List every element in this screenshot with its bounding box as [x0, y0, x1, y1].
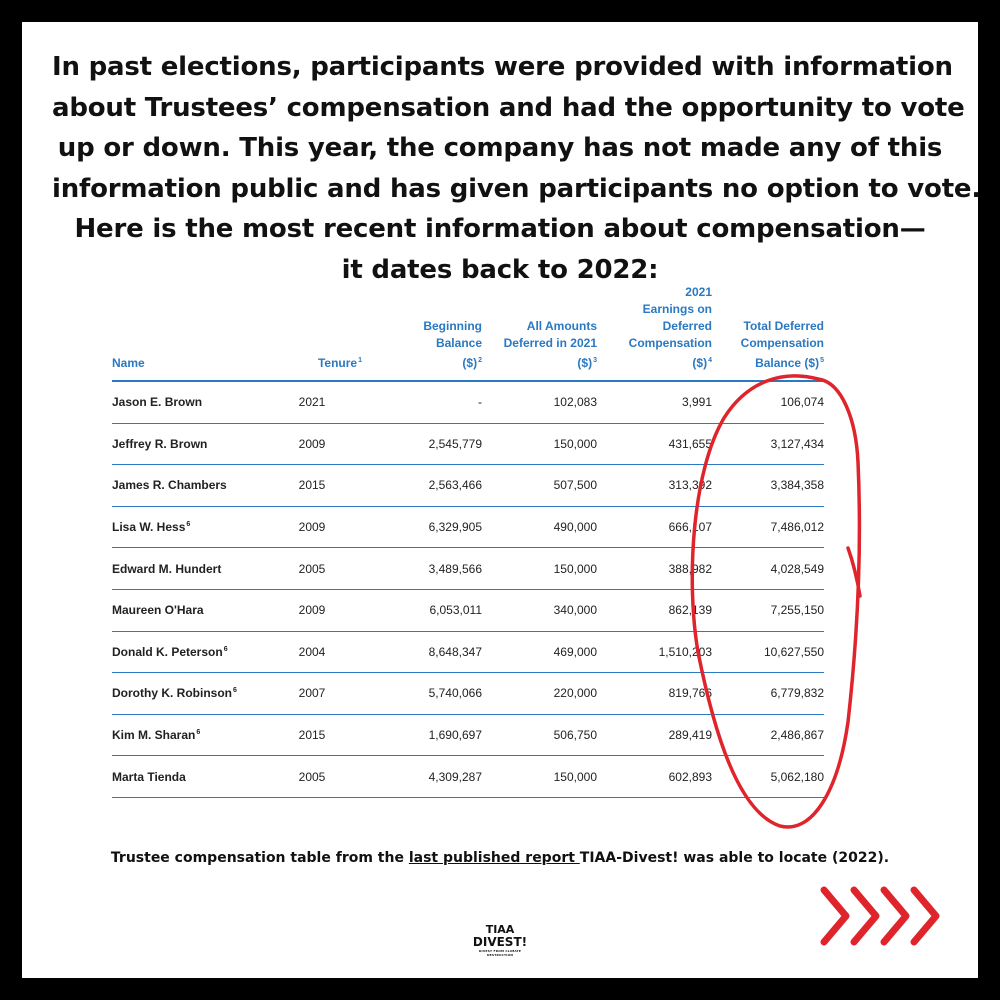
table-row — [112, 673, 824, 715]
amounts-deferred-cell: 340,000 — [482, 589, 597, 631]
earnings-cell: 1,510,203 — [597, 631, 712, 673]
earnings-cell: 3,991 — [597, 381, 712, 423]
total-balance-cell: 6,779,832 — [712, 673, 824, 715]
footnote-marker: 6 — [196, 729, 201, 737]
beginning-balance-cell: 4,309,287 — [362, 756, 482, 798]
trustee-name: James R. Chambers — [112, 465, 262, 507]
headline-line: Here is the most recent information about compensation— — [74, 214, 926, 244]
header-earnings: 2021 Earnings on Deferred Compensation ($)$^4$ — [597, 284, 712, 381]
total-balance-cell: 3,127,434 — [712, 423, 824, 465]
earnings-cell: 431,655 — [597, 423, 712, 465]
earnings-cell: 666,107 — [597, 506, 712, 548]
table-header-row — [112, 284, 824, 381]
trustee-name: Maureen O'Hara — [112, 589, 262, 631]
next-arrows-icon[interactable] — [818, 884, 946, 948]
logo-tagline: DIVEST FROM CLIMATE DESTRUCTION — [478, 949, 522, 957]
table-row — [112, 548, 824, 590]
footnote-marker: 6 — [233, 687, 237, 695]
tenure-cell: 2005 — [262, 756, 362, 798]
beginning-balance-cell: 2,563,466 — [362, 465, 482, 507]
chevron-right-icon — [914, 890, 936, 942]
beginning-balance-cell: - — [362, 381, 482, 423]
header-total-balance: Total Deferred Compensation Balance ($)$^5$ — [712, 284, 824, 381]
chevron-right-icon — [854, 890, 876, 942]
tenure-cell: 2009 — [262, 506, 362, 548]
amounts-deferred-cell: 507,500 — [482, 465, 597, 507]
footnote-marker: 6 — [186, 521, 191, 529]
total-balance-cell: 5,062,180 — [712, 756, 824, 798]
total-balance-cell: 2,486,867 — [712, 714, 824, 756]
tenure-cell: 2015 — [262, 714, 362, 756]
tenure-cell: 2021 — [262, 381, 362, 423]
tenure-cell: 2009 — [262, 423, 362, 465]
trustee-name: Jeffrey R. Brown — [112, 423, 262, 465]
headline — [52, 47, 982, 290]
earnings-cell: 313,392 — [597, 465, 712, 507]
beginning-balance-cell: 6,053,011 — [362, 589, 482, 631]
beginning-balance-cell: 2,545,779 — [362, 423, 482, 465]
header-name: Name — [112, 284, 262, 381]
footnote-marker: 6 — [223, 645, 228, 653]
amounts-deferred-cell: 220,000 — [482, 673, 597, 715]
trustee-name: Lisa W. Hess$^6$ — [112, 506, 262, 548]
header-tenure: Tenure$^1$ — [262, 284, 362, 381]
caption-prefix: Trustee compensation table from the — [110, 850, 409, 866]
table-row — [112, 631, 824, 673]
beginning-balance-cell: 3,489,566 — [362, 548, 482, 590]
compensation-table — [112, 284, 824, 798]
total-balance-cell: 7,255,150 — [712, 589, 824, 631]
last-report-link[interactable]: last published report — [408, 850, 580, 866]
table-row — [112, 381, 824, 423]
amounts-deferred-cell: 506,750 — [482, 714, 597, 756]
earnings-cell: 388,982 — [597, 548, 712, 590]
amounts-deferred-cell: 102,083 — [482, 381, 597, 423]
table-row — [112, 423, 824, 465]
total-balance-cell: 3,384,358 — [712, 465, 824, 507]
tiaa-divest-logo — [466, 924, 534, 957]
caption-suffix: TIAA-Divest! was able to locate (2022). — [579, 850, 890, 866]
total-balance-cell: 7,486,012 — [712, 506, 824, 548]
table-row — [112, 714, 824, 756]
tenure-cell: 2007 — [262, 673, 362, 715]
earnings-cell: 289,419 — [597, 714, 712, 756]
trustee-name: Jason E. Brown — [112, 381, 262, 423]
earnings-cell: 862,139 — [597, 589, 712, 631]
tenure-cell: 2009 — [262, 589, 362, 631]
beginning-balance-cell: 8,648,347 — [362, 631, 482, 673]
total-balance-cell: 4,028,549 — [712, 548, 824, 590]
tenure-cell: 2015 — [262, 465, 362, 507]
earnings-cell: 819,766 — [597, 673, 712, 715]
header-beginning-balance: Beginning Balance ($)$^2$ — [362, 284, 482, 381]
red-circle-tail — [848, 548, 860, 596]
header-amounts-deferred: All Amounts Deferred in 2021 ($)$^3$ — [482, 284, 597, 381]
logo-line1: TIAA — [485, 923, 515, 936]
amounts-deferred-cell: 150,000 — [482, 548, 597, 590]
tenure-cell: 2004 — [262, 631, 362, 673]
table-row — [112, 506, 824, 548]
headline-line: up or down. This year, the company has not made any of this — [57, 133, 943, 163]
chevron-right-icon — [824, 890, 846, 942]
total-balance-cell: 10,627,550 — [712, 631, 824, 673]
earnings-cell: 602,893 — [597, 756, 712, 798]
trustee-name: Donald K. Peterson$^6$ — [112, 631, 262, 673]
amounts-deferred-cell: 469,000 — [482, 631, 597, 673]
total-balance-cell: 106,074 — [712, 381, 824, 423]
trustee-name: Marta Tienda — [112, 756, 262, 798]
headline-line: it dates back to 2022: — [341, 254, 659, 285]
table-row — [112, 589, 824, 631]
trustee-name: Kim M. Sharan$^6$ — [112, 714, 262, 756]
logo-line2: DIVEST! — [472, 935, 528, 949]
content-card — [22, 22, 982, 978]
table-row — [112, 465, 824, 507]
trustee-name: Dorothy K. Robinson$^6$ — [112, 673, 262, 715]
beginning-balance-cell: 5,740,066 — [362, 673, 482, 715]
table-body — [112, 381, 824, 797]
amounts-deferred-cell: 150,000 — [482, 756, 597, 798]
headline-line: In past elections, participants were provided with information — [52, 52, 953, 82]
table-row — [112, 756, 824, 798]
headline-line: information public and has given participants no option to vote. — [52, 173, 982, 204]
headline-line: about Trustees’ compensation and had the opportunity to vote — [52, 92, 965, 123]
beginning-balance-cell: 1,690,697 — [362, 714, 482, 756]
table-caption — [22, 850, 978, 866]
amounts-deferred-cell: 490,000 — [482, 506, 597, 548]
tenure-cell: 2005 — [262, 548, 362, 590]
chevron-right-icon — [884, 890, 906, 942]
beginning-balance-cell: 6,329,905 — [362, 506, 482, 548]
amounts-deferred-cell: 150,000 — [482, 423, 597, 465]
trustee-name: Edward M. Hundert — [112, 548, 262, 590]
